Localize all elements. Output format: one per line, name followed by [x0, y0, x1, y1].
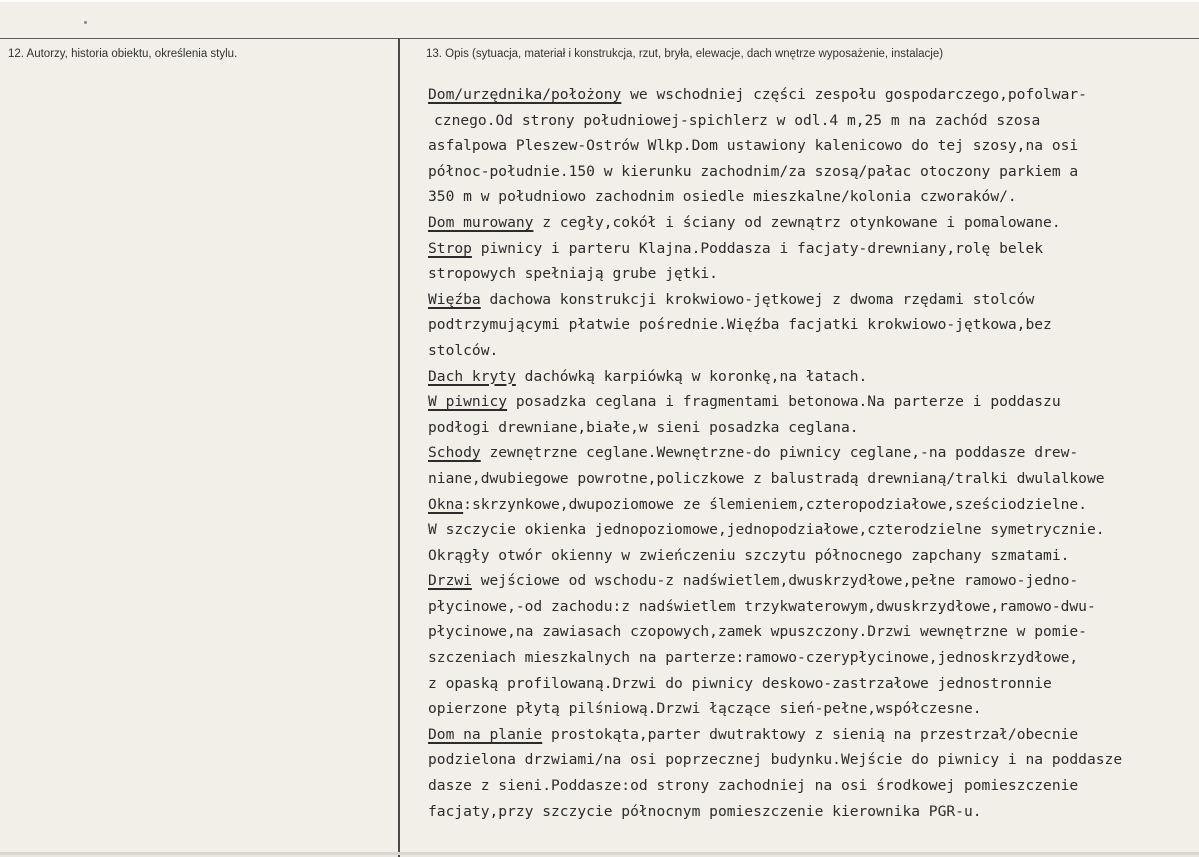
- line-text: dachowa konstrukcji krokwiowo-jętkowej z dwoma rzędami stolców: [480, 290, 1035, 308]
- line-text: 350 m w południowo zachodnim osiedle mieszkalne/kolonia czworaków/.: [428, 188, 1017, 206]
- line-text: piwnicy i parteru Klajna.Poddasza i facjaty-drewniany,rolę belek: [471, 239, 1044, 257]
- description-line: [428, 492, 1196, 518]
- line-text: podzielona drzwiami/na osi poprzecznej budynku.Wejście do piwnicy i na poddasze: [428, 751, 1123, 769]
- left-column: [0, 2, 398, 857]
- line-text: szczeniach mieszkalnych na parterze:ramowo-czerypłycinowe,jednoskrzydłowe,: [428, 649, 1079, 667]
- line-text: prostokąta,parter dwutraktowy z sienią na przestrzał/obecnie: [542, 725, 1079, 743]
- underlined-keyword: Okna: [428, 495, 464, 513]
- underlined-keyword: Drzwi: [428, 572, 472, 590]
- line-text: niane,dwubiegowe powrotne,policzkowe z balustradą drewnianą/tralki dwulalkowe: [428, 469, 1105, 487]
- line-text: wejściowe od wschodu-z nadświetlem,dwuskrzydłowe,pełne ramowo-jedno-: [471, 572, 1079, 590]
- punch-mark: [84, 21, 87, 24]
- description-line: [428, 415, 1196, 441]
- description-line: [428, 312, 1196, 338]
- description-line: [428, 338, 1196, 364]
- column-divider: [398, 38, 400, 857]
- description-line: [428, 261, 1196, 287]
- line-text: :skrzynkowe,dwupoziomowe ze ślemieniem,czteropodziałowe,sześciodzielne.: [463, 495, 1087, 513]
- underlined-keyword: W piwnicy: [428, 393, 508, 411]
- line-text: facjaty,przy szczycie północnym pomieszczenie kierownika PGR-u.: [428, 802, 982, 820]
- description-line: [428, 696, 1196, 722]
- typed-description: [428, 82, 1196, 824]
- underlined-keyword: Dom/urzędnika/położony: [428, 86, 622, 103]
- description-line: [428, 133, 1196, 159]
- line-text: z opaską profilowaną.Drzwi do piwnicy deskowo-zastrzałowe jednostronnie: [428, 674, 1052, 692]
- description-line: [428, 466, 1196, 492]
- description-line: [428, 159, 1196, 185]
- line-text: stolców.: [428, 341, 499, 359]
- line-text: podłogi drewniane,białe,w sieni posadzka ceglana.: [428, 418, 859, 436]
- line-text: podtrzymującymi płatwie pośrednie.Więźba facjatki krokwiowo-jętkowa,bez: [428, 316, 1052, 334]
- description-line: [428, 364, 1196, 390]
- section-12-heading: 12. Autorzy, historia obiektu, określenia stylu.: [8, 48, 238, 60]
- underlined-keyword: Dach kryty: [428, 367, 516, 385]
- description-line: [428, 236, 1196, 262]
- description-line: [428, 440, 1196, 466]
- line-text: dasze z sieni.Poddasze:od strony zachodniej na osi środkowej pomieszczenie: [428, 777, 1079, 795]
- description-line: [428, 517, 1196, 543]
- description-line: [428, 184, 1196, 210]
- line-text: opierzone płytą pilśniową.Drzwi łączące sień-pełne,współczesne.: [428, 700, 982, 718]
- description-line: [428, 799, 1196, 825]
- header-rule: [0, 38, 1199, 39]
- description-line: [428, 108, 1196, 134]
- description-line: [428, 619, 1196, 645]
- description-line: [428, 594, 1196, 620]
- description-line: [428, 389, 1196, 415]
- line-text: płycinowe,na zawiasach czopowych,zamek wpuszczony.Drzwi wewnętrzne w pomie-: [428, 623, 1087, 641]
- line-text: płycinowe,-od zachodu:z nadświetlem trzykwaterowym,dwuskrzydłowe,ramowo-dwu-: [428, 597, 1096, 615]
- line-text: stropowych spełniają grube jętki.: [428, 265, 718, 283]
- line-text: posadzka ceglana i fragmentami betonowa.Na parterze i poddaszu: [507, 393, 1061, 411]
- line-text: cznego.Od strony południowej-spichlerz w odl.4 m,25 m na zachód szosa: [434, 111, 1041, 129]
- underlined-keyword: Więźba: [428, 290, 481, 308]
- line-text: dachówką karpiówką w koronkę,na łatach.: [515, 367, 868, 385]
- description-line: [428, 543, 1196, 569]
- line-text: zewnętrzne ceglane.Wewnętrzne-do piwnicy ceglane,-na poddasze drew-: [480, 444, 1079, 462]
- line-text: we wschodniej części zespołu gospodarczego,pofolwar-: [621, 86, 1087, 103]
- section-13-heading: 13. Opis (sytuacja, materiał i konstrukcja, rzut, bryła, elewacje, dach wnętrze wyposażenie, instalacje): [426, 48, 944, 60]
- description-line: [428, 722, 1196, 748]
- line-text: północ-południe.150 w kierunku zachodnim/za szosą/pałac otoczony parkiem a: [428, 162, 1079, 180]
- description-line: [428, 747, 1196, 773]
- description-line: [428, 671, 1196, 697]
- underlined-keyword: Dom na planie: [428, 725, 543, 743]
- line-text: asfalpowa Pleszew-Ostrów Wlkp.Dom ustawiony kalenicowo do tej szosy,na osi: [428, 137, 1079, 155]
- description-line: [428, 287, 1196, 313]
- line-text: Okrągły otwór okienny w zwieńczeniu szczytu północnego zapchany szmatami.: [428, 546, 1070, 564]
- underlined-keyword: Dom murowany: [428, 213, 534, 231]
- line-text: z cegły,cokół i ściany od zewnątrz otynkowane i pomalowane.: [533, 213, 1061, 231]
- description-line: [428, 210, 1196, 236]
- underlined-keyword: Schody: [428, 444, 481, 462]
- description-line: [428, 645, 1196, 671]
- line-text: W szczycie okienka jednopoziomowe,jednopodziałowe,czterodzielne symetrycznie.: [428, 521, 1105, 539]
- description-line: [428, 568, 1196, 594]
- underlined-keyword: Strop: [428, 239, 472, 257]
- description-line: [428, 773, 1196, 799]
- description-line: [428, 82, 1196, 108]
